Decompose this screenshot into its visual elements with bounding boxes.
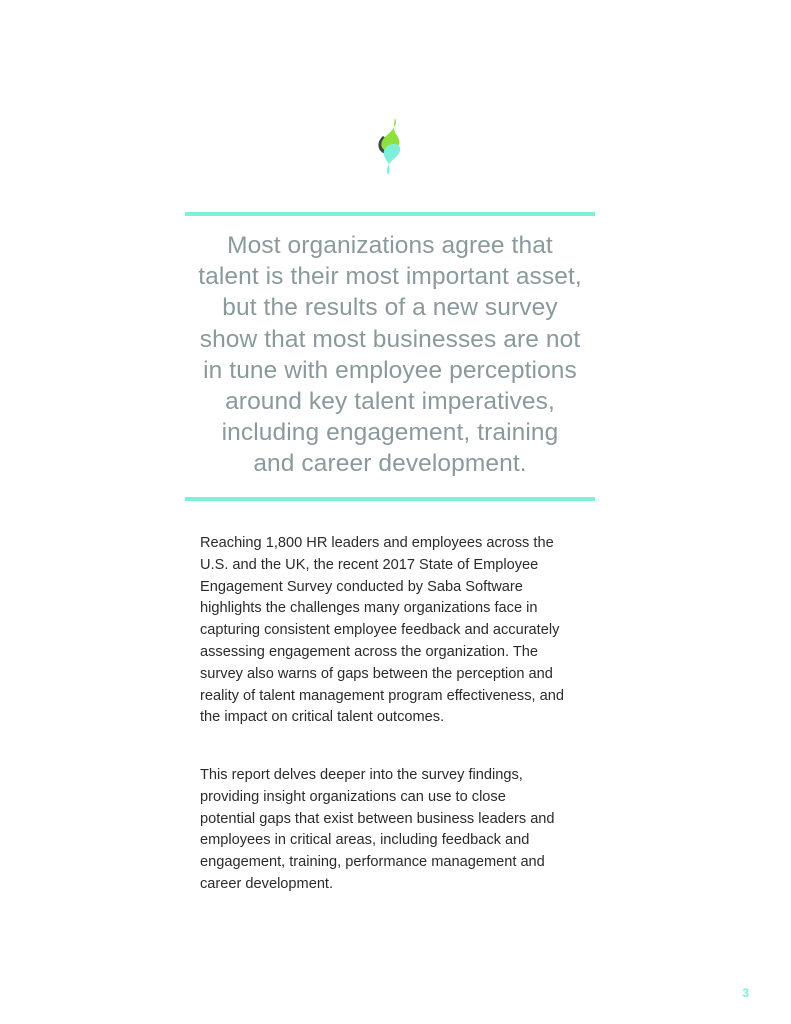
pull-quote-line: and career development. xyxy=(253,450,527,478)
paragraph-line: employees in critical areas, including feedback and xyxy=(200,832,530,849)
paragraph-line: providing insight organizations can use to close xyxy=(200,788,506,805)
pull-quote-line: around key talent imperatives, xyxy=(225,388,555,416)
report-scope-paragraph xyxy=(200,765,590,896)
pull-quote-line: in tune with employee perceptions xyxy=(203,356,577,384)
pull-quote-line: talent is their most important asset, xyxy=(198,263,582,291)
quote-bottom-rule xyxy=(185,497,595,501)
page-number: 3 xyxy=(742,986,749,1000)
paragraph-line: Reaching 1,800 HR leaders and employees across the xyxy=(200,535,554,551)
pull-quote-line: including engagement, training xyxy=(221,419,559,447)
pull-quote xyxy=(185,230,595,480)
paragraph-line: This report delves deeper into the survey findings, xyxy=(200,767,523,783)
paragraph-line: the impact on critical talent outcomes. xyxy=(200,709,445,726)
pull-quote-line: Most organizations agree that xyxy=(227,232,553,259)
paragraph-line: capturing consistent employee feedback and accurately xyxy=(200,622,560,639)
quote-top-rule xyxy=(185,212,595,216)
saba-leaf-logo-icon xyxy=(372,118,410,176)
paragraph-line: reality of talent management program effectiveness, and xyxy=(200,687,564,704)
paragraph-line: Engagement Survey conducted by Saba Software xyxy=(200,578,523,595)
pull-quote-line: show that most businesses are not xyxy=(199,325,581,353)
paragraph-line: survey also warns of gaps between the perception and xyxy=(200,665,553,682)
paragraph-line: engagement, training, performance management and xyxy=(200,854,545,871)
paragraph-line: highlights the challenges many organizations face in xyxy=(200,600,538,617)
logo-mint-leaf xyxy=(384,144,401,175)
paragraph-line: assessing engagement across the organization. The xyxy=(200,643,539,660)
paragraph-line: career development. xyxy=(200,875,334,892)
pull-quote-line: but the results of a new survey xyxy=(222,294,558,322)
paragraph-line: U.S. and the UK, the recent 2017 State of Employee xyxy=(200,556,539,573)
intro-paragraph xyxy=(200,533,590,729)
paragraph-line: potential gaps that exist between business leaders and xyxy=(200,810,555,827)
